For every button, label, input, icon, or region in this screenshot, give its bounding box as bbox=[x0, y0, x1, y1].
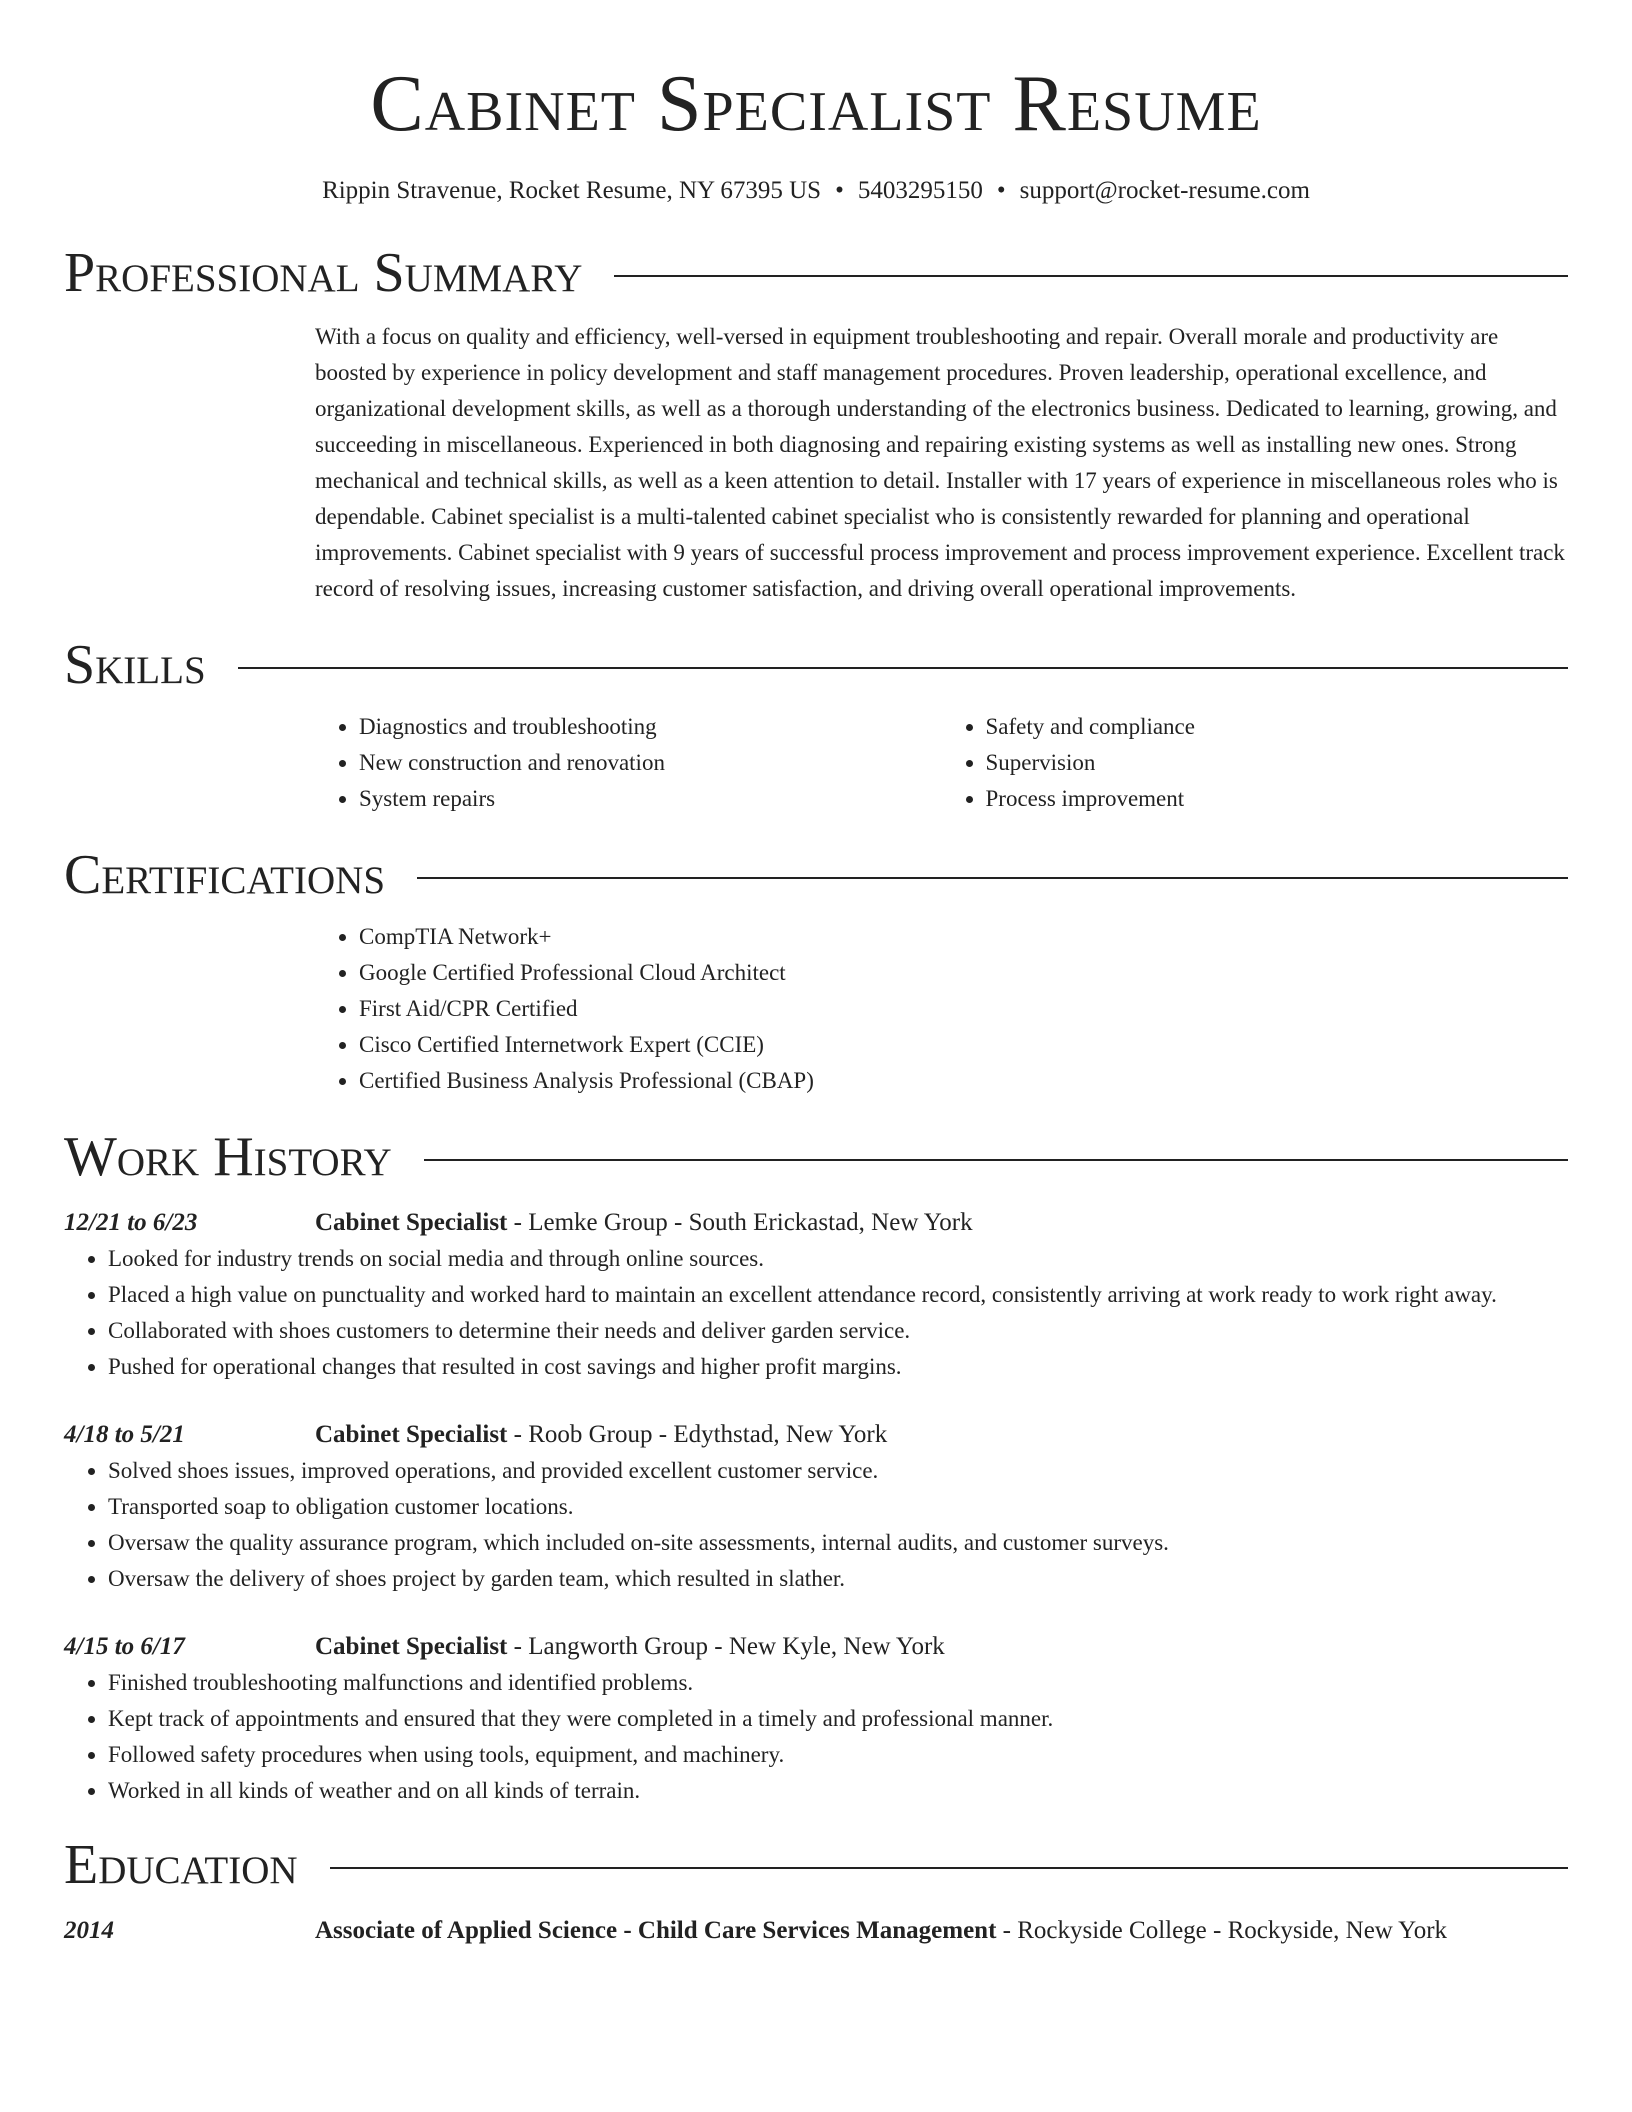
resume-title: Cabinet Specialist Resume bbox=[370, 60, 1262, 148]
contact-address: Rippin Stravenue, Rocket Resume, NY 67395 US bbox=[322, 177, 822, 204]
job-bullet: • Oversaw the delivery of shoes project by garden team, which resulted in slather. bbox=[108, 1561, 1568, 1597]
job-employer: - Langworth Group - New Kyle, New York bbox=[507, 1633, 945, 1660]
job-bullets bbox=[64, 1453, 1568, 1597]
section-heading-work-history bbox=[64, 1125, 1568, 1189]
contact-line bbox=[64, 174, 1568, 208]
job-dates: 12/21 to 6/23 bbox=[64, 1209, 198, 1236]
job-title: Cabinet Specialist bbox=[315, 1209, 508, 1236]
certifications-items bbox=[315, 919, 1568, 1099]
separator-dot: • bbox=[835, 177, 844, 204]
job-header bbox=[64, 1205, 1568, 1241]
job-bullet: • Looked for industry trends on social media and through online sources. bbox=[108, 1241, 1568, 1277]
skill-item: • Supervision bbox=[986, 745, 1569, 781]
job-dates: 4/18 to 5/21 bbox=[64, 1421, 185, 1448]
certification-item: • Certified Business Analysis Professional (CBAP) bbox=[359, 1063, 1568, 1099]
job-bullets bbox=[64, 1665, 1568, 1809]
section-heading-summary bbox=[64, 241, 1568, 305]
job-bullet: • Finished troubleshooting malfunctions and identified problems. bbox=[108, 1665, 1568, 1701]
education-year: 2014 bbox=[64, 1917, 114, 1944]
section-title: Professional Summary bbox=[64, 242, 583, 304]
job-entry bbox=[64, 1417, 1568, 1597]
job-bullet: • Kept track of appointments and ensured that they were completed in a timely and professional manner. bbox=[108, 1701, 1568, 1737]
certification-item: • Cisco Certified Internetwork Expert (CCIE) bbox=[359, 1027, 1568, 1063]
job-header bbox=[64, 1417, 1568, 1453]
section-heading-certifications bbox=[64, 843, 1568, 907]
section-heading-education bbox=[64, 1833, 1568, 1897]
contact-phone: 5403295150 bbox=[857, 177, 983, 204]
education-heading bbox=[315, 1913, 1447, 1949]
section-divider bbox=[614, 275, 1568, 277]
job-bullet: • Collaborated with shoes customers to determine their needs and deliver garden service. bbox=[108, 1313, 1568, 1349]
summary-paragraph: With a focus on quality and efficiency, well-versed in equipment troubleshooting and repair. Overall morale and productivity are boosted by experience in policy development and staff management procedures. Proven leadership, operational excellence, and organizational development skills, as well as a thorough understanding of the electronics business. Dedicated to learning, growing, and succeeding in miscellaneous. Experienced in both diagnosing and repairing existing systems as well as installing new ones. Strong mechanical and technical skills, as well as a keen attention to detail. Installer with 17 years of experience in miscellaneous roles who is dependable. Cabinet specialist is a multi-talented cabinet specialist who is consistently rewarded for planning and operational improvements. Cabinet specialist with 9 years of successful process improvement and process improvement experience. Excellent track record of resolving issues, increasing customer satisfaction, and driving overall operational improvements. bbox=[315, 324, 1565, 601]
job-entry bbox=[64, 1205, 1568, 1385]
job-bullet: • Followed safety procedures when using tools, equipment, and machinery. bbox=[108, 1737, 1568, 1773]
job-bullet: • Transported soap to obligation customer locations. bbox=[108, 1489, 1568, 1525]
education-degree: Associate of Applied Science - Child Care Services Management bbox=[315, 1917, 997, 1944]
job-bullets bbox=[64, 1241, 1568, 1385]
certification-item: • CompTIA Network+ bbox=[359, 919, 1568, 955]
job-heading bbox=[315, 1629, 945, 1665]
job-heading bbox=[315, 1205, 973, 1241]
section-title: Certifications bbox=[64, 844, 386, 906]
job-heading bbox=[315, 1417, 887, 1453]
job-title: Cabinet Specialist bbox=[315, 1421, 508, 1448]
job-employer: - Roob Group - Edythstad, New York bbox=[507, 1421, 888, 1448]
education-entry bbox=[64, 1913, 1568, 1949]
contact-email: support@rocket-resume.com bbox=[1019, 177, 1310, 204]
skill-item: • Safety and compliance bbox=[986, 709, 1569, 745]
certification-item: • Google Certified Professional Cloud Architect bbox=[359, 955, 1568, 991]
job-title: Cabinet Specialist bbox=[315, 1633, 508, 1660]
section-divider bbox=[417, 877, 1568, 879]
section-divider bbox=[424, 1159, 1568, 1161]
skills-list bbox=[315, 709, 1568, 817]
job-bullet: • Solved shoes issues, improved operations, and provided excellent customer service. bbox=[108, 1453, 1568, 1489]
job-employer: - Lemke Group - South Erickastad, New York bbox=[507, 1209, 973, 1236]
certification-item: • First Aid/CPR Certified bbox=[359, 991, 1568, 1027]
certifications-list bbox=[315, 919, 1568, 1099]
skills-column-left bbox=[315, 709, 942, 817]
section-divider bbox=[330, 1867, 1568, 1869]
section-heading-skills bbox=[64, 633, 1568, 697]
education-school: - Rockyside College - Rockyside, New York bbox=[996, 1917, 1448, 1944]
skills-column-right bbox=[942, 709, 1569, 817]
job-bullet: • Oversaw the quality assurance program, which included on-site assessments, internal audits, and customer surveys. bbox=[108, 1525, 1568, 1561]
job-bullet: • Pushed for operational changes that resulted in cost savings and higher profit margins. bbox=[108, 1349, 1568, 1385]
skill-item: • System repairs bbox=[359, 781, 942, 817]
separator-dot: • bbox=[996, 177, 1006, 204]
section-title: Skills bbox=[64, 634, 206, 696]
job-entry bbox=[64, 1629, 1568, 1809]
skill-item: • New construction and renovation bbox=[359, 745, 942, 781]
section-title: Education bbox=[64, 1834, 298, 1896]
job-bullet: • Placed a high value on punctuality and worked hard to maintain an excellent attendance record, consistently arriving at work ready to work right away. bbox=[108, 1277, 1568, 1313]
section-title: Work History bbox=[64, 1126, 392, 1188]
section-divider bbox=[238, 667, 1568, 669]
job-bullet: • Worked in all kinds of weather and on all kinds of terrain. bbox=[108, 1773, 1568, 1809]
skill-item: • Process improvement bbox=[986, 781, 1569, 817]
summary-body bbox=[315, 319, 1568, 607]
skill-item: • Diagnostics and troubleshooting bbox=[359, 709, 942, 745]
job-dates: 4/15 to 6/17 bbox=[64, 1633, 185, 1660]
job-header bbox=[64, 1629, 1568, 1665]
